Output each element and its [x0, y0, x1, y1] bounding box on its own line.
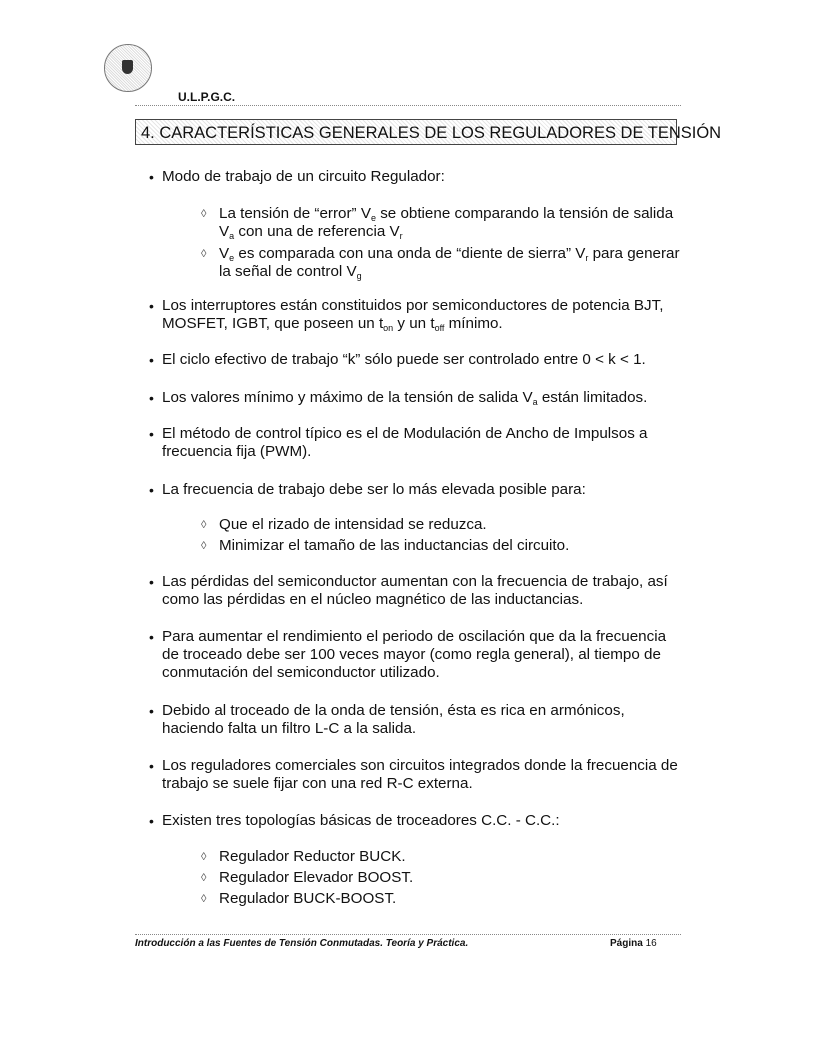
subscript: r	[399, 231, 403, 241]
text-run: Regulador BUCK-BOOST.	[219, 890, 397, 907]
text-run: Modo de trabajo de un circuito Regulador:	[162, 168, 445, 185]
text-line	[162, 757, 678, 775]
text-line	[219, 516, 487, 534]
page-number	[610, 938, 657, 949]
bullet-item	[149, 389, 648, 407]
text-line	[162, 168, 445, 186]
text-run: La tensión de “error” V	[219, 205, 371, 222]
text-line	[219, 263, 680, 281]
text-line	[162, 720, 625, 738]
text-run: es comparada con una onda de “diente de sierra” V	[234, 245, 586, 262]
university-seal-logo	[104, 44, 152, 92]
text-run: Los interruptores están constituidos por semiconductores de potencia BJT,	[162, 297, 664, 314]
text-run: Que el rizado de intensidad se reduzca.	[219, 516, 487, 533]
text-line	[162, 664, 666, 682]
diamond-bullet-icon: ◊	[201, 851, 207, 863]
text-line	[162, 443, 647, 461]
text-run: El método de control típico es el de Modulación de Ancho de Impulsos a	[162, 425, 648, 442]
text-run: La frecuencia de trabajo debe ser lo más elevada posible para:	[162, 481, 586, 498]
bullet-item	[149, 757, 678, 793]
text-run: conmutación del semiconductor utilizado.	[162, 664, 440, 681]
text-line	[162, 775, 678, 793]
page-number-value: 16	[645, 938, 657, 949]
diamond-bullet-icon: ◊	[201, 519, 207, 531]
header-org: U.L.P.G.C.	[178, 90, 236, 104]
text-run: V	[219, 245, 230, 262]
text-run: Minimizar el tamaño de las inductancias del circuito.	[219, 537, 570, 554]
text-line	[162, 297, 663, 315]
text-run: mínimo.	[444, 315, 503, 332]
bullet-icon: •	[149, 703, 154, 719]
bullet-item	[149, 351, 646, 369]
section-title: 4. CARACTERÍSTICAS GENERALES DE LOS REGULADORES DE TENSIÓN	[135, 119, 677, 145]
diamond-bullet-icon: ◊	[201, 540, 207, 552]
text-line	[219, 869, 413, 887]
text-line	[162, 481, 586, 499]
subscript: e	[229, 253, 235, 263]
text-run: El ciclo efectivo de trabajo “k” sólo puede ser controlado entre 0 < k < 1.	[162, 351, 646, 368]
bullet-icon: •	[149, 629, 154, 645]
subscript: a	[532, 397, 538, 407]
text-run: con una de referencia V	[234, 223, 400, 240]
text-run: de troceado debe ser 100 veces mayor (como regla general), al tiempo de	[162, 646, 661, 663]
text-line	[162, 389, 647, 407]
subscript: on	[383, 323, 394, 333]
text-line	[162, 573, 668, 591]
bullet-icon: •	[149, 298, 154, 314]
text-line	[162, 315, 663, 333]
text-run: Regulador Elevador BOOST.	[219, 869, 414, 886]
bullet-item	[149, 812, 560, 830]
text-line	[162, 351, 646, 369]
diamond-bullet-icon: ◊	[201, 248, 207, 260]
text-run: V	[219, 223, 230, 240]
text-run: Regulador Reductor BUCK.	[219, 848, 406, 865]
diamond-bullet-icon: ◊	[201, 208, 207, 220]
text-run: Los reguladores comerciales son circuitos integrados donde la frecuencia de	[162, 757, 678, 774]
sub-bullet-item	[201, 890, 397, 908]
text-run: se obtiene comparando la tensión de salida	[375, 205, 674, 222]
text-run: Las pérdidas del semiconductor aumentan con la frecuencia de trabajo, así	[162, 573, 668, 590]
bullet-icon: •	[149, 169, 154, 185]
footer-divider	[135, 934, 681, 935]
bullet-icon: •	[149, 813, 154, 829]
bullet-item	[149, 573, 668, 609]
sub-bullet-item	[201, 537, 570, 555]
bullet-icon: •	[149, 482, 154, 498]
subscript: e	[370, 213, 376, 223]
text-run: frecuencia fija (PWM).	[162, 443, 312, 460]
sub-bullet-item	[201, 869, 414, 887]
bullet-item	[149, 425, 648, 461]
text-line	[219, 205, 673, 223]
text-run: haciendo falta un filtro L-C a la salida.	[162, 720, 417, 737]
text-run: trabajo se suele fijar con una red R-C externa.	[162, 775, 473, 792]
bullet-item	[149, 481, 586, 499]
text-line	[162, 628, 666, 646]
text-line	[162, 646, 666, 664]
text-run: Existen tres topologías básicas de troceadores C.C. - C.C.:	[162, 812, 560, 829]
sub-bullet-item	[201, 245, 680, 281]
header-divider	[135, 105, 681, 106]
text-line	[162, 591, 668, 609]
page-label: Página	[610, 938, 643, 949]
sub-bullet-item	[201, 848, 406, 866]
subscript: g	[356, 271, 362, 281]
bullet-item	[149, 168, 445, 186]
text-run: Para aumentar el rendimiento el periodo de oscilación que da la frecuencia	[162, 628, 667, 645]
sub-bullet-item	[201, 516, 487, 534]
bullet-icon: •	[149, 390, 154, 406]
diamond-bullet-icon: ◊	[201, 872, 207, 884]
bullet-item	[149, 628, 667, 682]
subscript: a	[229, 231, 235, 241]
text-run: como las pérdidas en el núcleo magnético de las inductancias.	[162, 591, 584, 608]
text-line	[219, 537, 569, 555]
text-run: MOSFET, IGBT, que poseen un t	[162, 315, 384, 332]
text-run: están limitados.	[537, 389, 648, 406]
subscript: r	[585, 253, 589, 263]
bullet-icon: •	[149, 426, 154, 442]
text-line	[219, 848, 406, 866]
text-run: Los valores mínimo y máximo de la tensión de salida V	[162, 389, 533, 406]
text-run: Debido al troceado de la onda de tensión, ésta es rica en armónicos,	[162, 702, 625, 719]
text-line	[219, 245, 680, 263]
text-line	[219, 223, 673, 241]
text-line	[162, 702, 625, 720]
text-line	[219, 890, 396, 908]
footer-text: Introducción a las Fuentes de Tensión Conmutadas. Teoría y Práctica.	[135, 938, 469, 949]
subscript: off	[434, 323, 445, 333]
bullet-icon: •	[149, 758, 154, 774]
text-line	[162, 812, 560, 830]
sub-bullet-item	[201, 205, 674, 241]
bullet-item	[149, 702, 625, 738]
text-run: y un t	[393, 315, 435, 332]
text-run: para generar	[588, 245, 680, 262]
bullet-item	[149, 297, 664, 333]
text-run: la señal de control V	[219, 263, 357, 280]
diamond-bullet-icon: ◊	[201, 893, 207, 905]
bullet-icon: •	[149, 574, 154, 590]
text-line	[162, 425, 647, 443]
bullet-icon: •	[149, 352, 154, 368]
